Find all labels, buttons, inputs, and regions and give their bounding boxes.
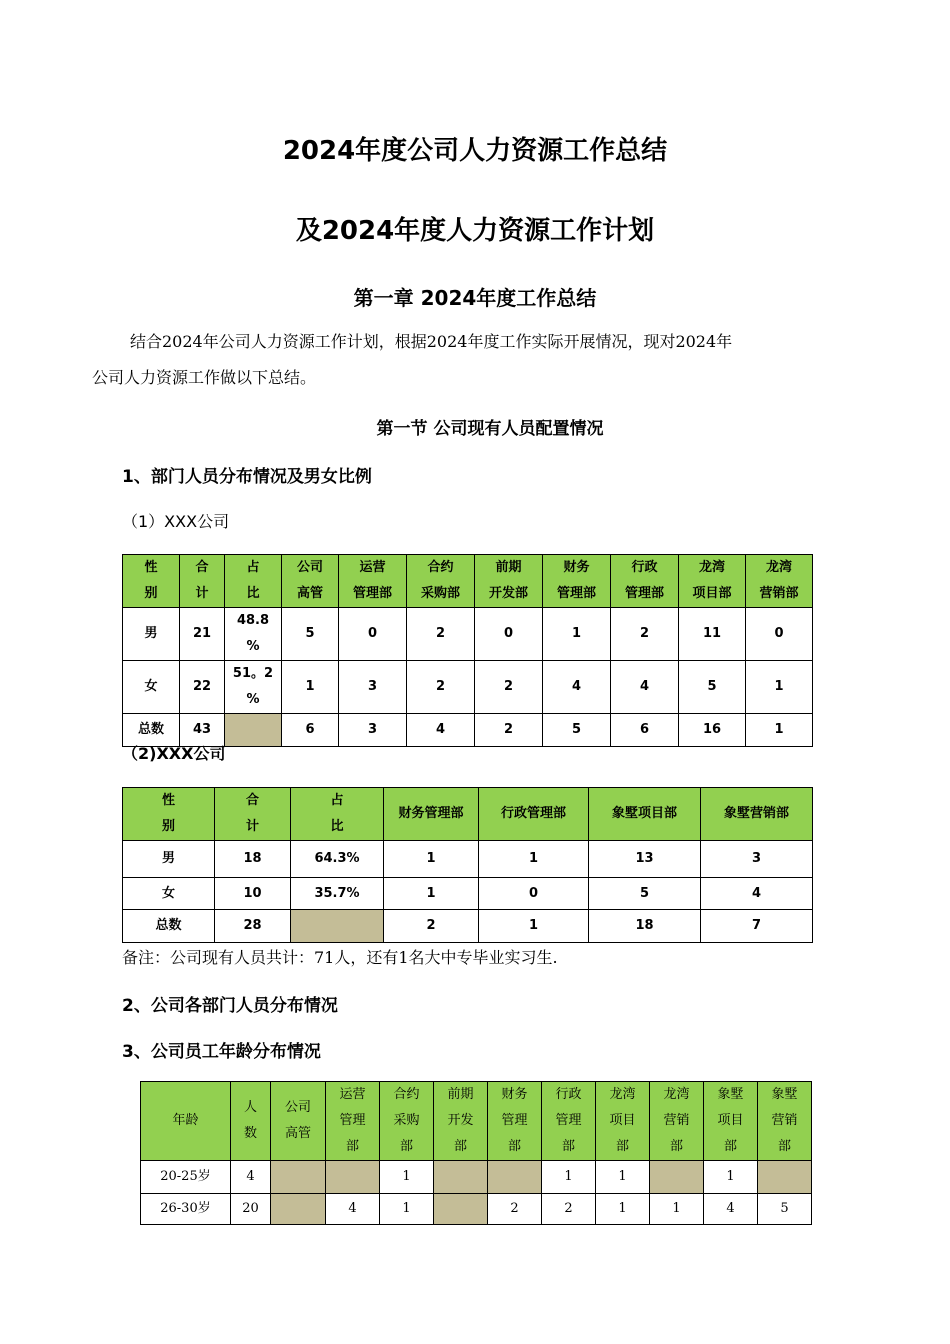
table-cell: 1	[479, 841, 589, 878]
header-cell	[543, 555, 611, 608]
cell-line: 运营	[339, 1087, 366, 1102]
table-cell: 男	[123, 841, 215, 878]
cell-line: 高管	[284, 1126, 311, 1141]
header-cell	[542, 1082, 596, 1161]
table-cell: 总数	[123, 910, 215, 943]
cell-line: 项目部	[692, 586, 732, 601]
table-cell: 13	[589, 841, 701, 878]
cell-line: 管理	[339, 1113, 366, 1128]
cell-line: 别	[144, 586, 158, 601]
intro-line-2: 公司人力资源工作做以下总结。	[92, 368, 317, 387]
table-cell: 28	[215, 910, 291, 943]
table-cell: 4	[611, 661, 679, 714]
table-cell	[326, 1161, 380, 1194]
cell-line: 开发	[447, 1113, 474, 1128]
cell-line: 行政	[631, 560, 658, 575]
header-cell	[380, 1082, 434, 1161]
header-cell	[225, 555, 282, 608]
header-cell	[291, 788, 384, 841]
header-cell	[475, 555, 543, 608]
gender-table-company-1	[122, 554, 813, 747]
table-cell: 4	[326, 1194, 380, 1225]
table-cell: 2	[384, 910, 479, 943]
cell-line: 龙湾	[609, 1087, 636, 1102]
table-cell	[225, 608, 282, 661]
table-cell: 1	[542, 1161, 596, 1194]
header-cell	[384, 788, 479, 841]
table-cell: 1	[543, 608, 611, 661]
table-cell: 0	[479, 878, 589, 910]
header-cell	[704, 1082, 758, 1161]
table-cell: 1	[596, 1194, 650, 1225]
cell-line: 合	[245, 793, 259, 808]
table-cell: 5	[679, 661, 746, 714]
table-cell: 3	[339, 661, 407, 714]
cell-line: 营销	[771, 1113, 798, 1128]
header-row	[123, 788, 813, 841]
cell-line: 象墅	[717, 1087, 744, 1102]
heading-dept-staff: 2、公司各部门人员分布情况	[122, 996, 338, 1016]
cell-line: 占	[246, 560, 260, 575]
cell-line: 部	[615, 1139, 629, 1154]
table-row	[141, 1161, 812, 1194]
table-row	[141, 1194, 812, 1225]
staff-count-note: 备注：公司现有人员共计：71人，还有1名大中专毕业实习生.	[122, 948, 558, 967]
header-cell	[215, 788, 291, 841]
cell-line: 管理部	[352, 586, 392, 601]
header-cell	[650, 1082, 704, 1161]
cell-line: 开发部	[488, 586, 528, 601]
cell-line: 行政	[555, 1087, 582, 1102]
table-cell: 1	[596, 1161, 650, 1194]
cell-line: 前期	[495, 560, 522, 575]
header-cell	[339, 555, 407, 608]
table-cell: 6	[611, 714, 679, 747]
chapter-heading: 第一章 2024年度工作总结	[353, 286, 597, 310]
cell-line: 管理部	[624, 586, 664, 601]
cell-line: 管理	[555, 1113, 582, 1128]
header-cell	[141, 1082, 231, 1161]
table-cell	[225, 714, 282, 747]
table-cell: 0	[475, 608, 543, 661]
table-cell	[434, 1161, 488, 1194]
table-cell: 4	[543, 661, 611, 714]
cell-line: 象墅	[771, 1087, 798, 1102]
cell-line: 采购	[393, 1113, 420, 1128]
table-cell: 3	[701, 841, 813, 878]
header-cell	[758, 1082, 812, 1161]
table-cell	[271, 1194, 326, 1225]
table-cell: 2	[407, 608, 475, 661]
table-row	[123, 608, 813, 661]
table-cell: 1	[282, 661, 339, 714]
cell-line: 48.8	[236, 613, 270, 628]
table-cell: 女	[123, 661, 180, 714]
cell-line: 比	[246, 586, 260, 601]
cell-line: 部	[507, 1139, 521, 1154]
cell-line: 部	[345, 1139, 359, 1154]
heading-age-distribution: 3、公司员工年龄分布情况	[122, 1042, 321, 1062]
cell-line: 管理部	[556, 586, 596, 601]
table-cell: 21	[180, 608, 225, 661]
age-distribution-table	[140, 1081, 812, 1225]
cell-line: 比	[330, 819, 344, 834]
table-cell: 18	[589, 910, 701, 943]
table-cell: 43	[180, 714, 225, 747]
cell-line: 部	[399, 1139, 413, 1154]
table-cell: 16	[679, 714, 746, 747]
cell-line: 部	[453, 1139, 467, 1154]
table-cell	[291, 910, 384, 943]
cell-line: 年龄	[172, 1113, 199, 1128]
cell-line: 合约	[427, 560, 454, 575]
table-cell: 35.7%	[291, 878, 384, 910]
table-cell: 2	[475, 661, 543, 714]
cell-line: 管理	[501, 1113, 528, 1128]
table-cell: 0	[746, 608, 813, 661]
header-cell	[326, 1082, 380, 1161]
section-heading: 第一节 公司现有人员配置情况	[376, 419, 604, 439]
subheading-company-1: （1）XXX公司	[122, 512, 230, 531]
cell-line: 项目	[609, 1113, 636, 1128]
table-cell: 3	[339, 714, 407, 747]
cell-line: 营销部	[759, 586, 799, 601]
table-cell: 1	[746, 661, 813, 714]
table-cell	[488, 1161, 542, 1194]
heading-dept-distribution: 1、部门人员分布情况及男女比例	[122, 467, 372, 487]
subheading-company-2: （2)XXX公司	[122, 744, 226, 763]
cell-line: 别	[161, 819, 175, 834]
cell-line: 合	[195, 560, 209, 575]
table-cell: 5	[589, 878, 701, 910]
table-cell: 26-30岁	[141, 1194, 231, 1225]
table-cell: 5	[758, 1194, 812, 1225]
cell-line: 采购部	[420, 586, 460, 601]
cell-line: 项目	[717, 1113, 744, 1128]
table-cell	[650, 1161, 704, 1194]
cell-line: 性	[144, 560, 158, 575]
cell-line: 部	[777, 1139, 791, 1154]
document-title-line1: 2024年度公司人力资源工作总结	[282, 136, 668, 166]
table-row	[123, 661, 813, 714]
cell-line: 龙湾	[765, 560, 792, 575]
cell-line: 财务	[501, 1087, 528, 1102]
table-cell: 20-25岁	[141, 1161, 231, 1194]
table-cell: 64.3%	[291, 841, 384, 878]
header-cell	[679, 555, 746, 608]
table-cell: 1	[384, 841, 479, 878]
table-cell: 1	[380, 1194, 434, 1225]
cell-line: 部	[723, 1139, 737, 1154]
table-cell: 2	[475, 714, 543, 747]
cell-line: %	[246, 692, 260, 707]
cell-line: 前期	[447, 1087, 474, 1102]
cell-line: 龙湾	[663, 1087, 690, 1102]
table-cell: 5	[282, 608, 339, 661]
table-cell: 女	[123, 878, 215, 910]
table-cell: 1	[384, 878, 479, 910]
table-cell: 1	[746, 714, 813, 747]
table-cell	[225, 661, 282, 714]
table-cell: 11	[679, 608, 746, 661]
header-cell	[282, 555, 339, 608]
header-cell	[180, 555, 225, 608]
cell-line: %	[246, 639, 260, 654]
table-cell: 2	[542, 1194, 596, 1225]
header-row	[141, 1082, 812, 1161]
table-cell: 2	[407, 661, 475, 714]
table-cell: 4	[407, 714, 475, 747]
header-cell	[231, 1082, 271, 1161]
cell-line: 营销	[663, 1113, 690, 1128]
cell-line: 运营	[359, 560, 386, 575]
table-cell: 20	[231, 1194, 271, 1225]
header-cell	[596, 1082, 650, 1161]
header-cell	[746, 555, 813, 608]
table-cell: 2	[611, 608, 679, 661]
table-cell: 18	[215, 841, 291, 878]
cell-line: 计	[195, 586, 209, 601]
table-row	[123, 714, 813, 747]
cell-line: 象墅营销部	[723, 806, 789, 821]
header-cell	[611, 555, 679, 608]
table-cell: 总数	[123, 714, 180, 747]
table-cell	[271, 1161, 326, 1194]
cell-line: 性	[161, 793, 175, 808]
header-cell	[434, 1082, 488, 1161]
table-cell: 6	[282, 714, 339, 747]
header-cell	[479, 788, 589, 841]
table-cell	[758, 1161, 812, 1194]
cell-line: 公司	[284, 1100, 311, 1115]
cell-line: 占	[330, 793, 344, 808]
cell-line: 51。2	[232, 666, 274, 681]
table-row	[123, 878, 813, 910]
intro-line-1: 结合2024年公司人力资源工作计划，根据2024年度工作实际开展情况，现对2024年	[130, 332, 733, 351]
table-cell: 1	[479, 910, 589, 943]
cell-line: 公司	[296, 560, 323, 575]
table-cell: 1	[380, 1161, 434, 1194]
table-cell: 男	[123, 608, 180, 661]
table-cell: 5	[543, 714, 611, 747]
header-cell	[488, 1082, 542, 1161]
header-cell	[123, 555, 180, 608]
table-cell: 22	[180, 661, 225, 714]
cell-line: 行政管理部	[500, 806, 566, 821]
cell-line: 象墅项目部	[611, 806, 677, 821]
cell-line: 部	[561, 1139, 575, 1154]
header-cell	[589, 788, 701, 841]
table-row	[123, 910, 813, 943]
table-cell: 4	[704, 1194, 758, 1225]
header-cell	[701, 788, 813, 841]
cell-line: 龙湾	[698, 560, 725, 575]
header-cell	[123, 788, 215, 841]
cell-line: 人	[243, 1100, 257, 1115]
cell-line: 合约	[393, 1087, 420, 1102]
table-cell: 7	[701, 910, 813, 943]
header-cell	[271, 1082, 326, 1161]
table-cell	[434, 1194, 488, 1225]
table-cell: 4	[231, 1161, 271, 1194]
cell-line: 计	[245, 819, 259, 834]
cell-line: 数	[243, 1126, 257, 1141]
table-cell: 1	[704, 1161, 758, 1194]
table-cell: 10	[215, 878, 291, 910]
cell-line: 财务	[563, 560, 590, 575]
table-cell: 2	[488, 1194, 542, 1225]
cell-line: 高管	[296, 586, 323, 601]
document-title-line2: 及2024年度人力资源工作计划	[295, 216, 655, 246]
table-cell: 4	[701, 878, 813, 910]
cell-line: 部	[669, 1139, 683, 1154]
header-row	[123, 555, 813, 608]
cell-line: 财务管理部	[398, 806, 464, 821]
gender-table-company-2	[122, 787, 813, 943]
table-cell: 1	[650, 1194, 704, 1225]
table-row	[123, 841, 813, 878]
table-cell: 0	[339, 608, 407, 661]
header-cell	[407, 555, 475, 608]
